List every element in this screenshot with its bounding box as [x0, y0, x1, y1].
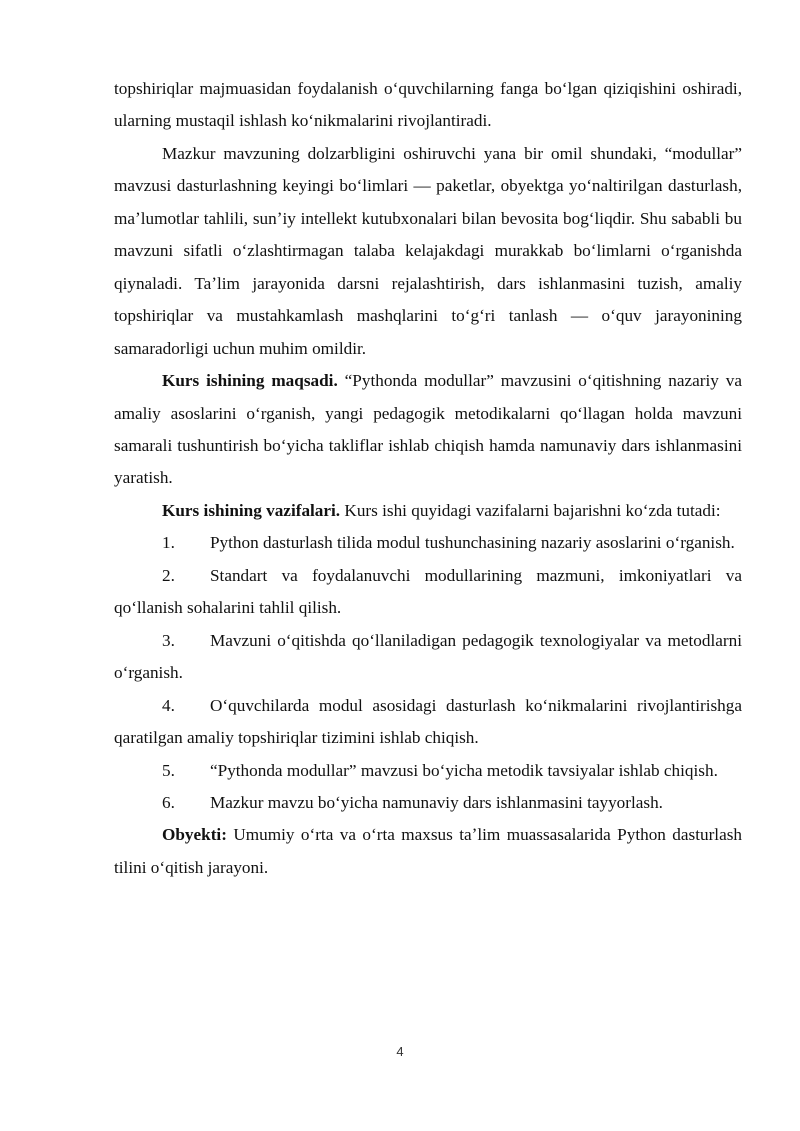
tasks-text: Kurs ishi quyidagi vazifalarni bajarishni koʻzda tutadi:: [340, 500, 721, 520]
paragraph-goal: [114, 365, 742, 495]
task-text: Mazkur mavzu boʻyicha namunaviy dars ishlanmasini tayyorlash.: [210, 792, 663, 812]
task-number: 5.: [162, 760, 175, 780]
task-item-2: [114, 560, 742, 625]
task-text: Oʻquvchilarda modul asosidagi dasturlash koʻnikmalarini rivojlantirishga qaratilgan amaliy topshiriqlar tizimini ishlab chiqish.: [114, 695, 742, 748]
tasks-heading: Kurs ishining vazifalari.: [162, 500, 341, 520]
task-text: “Pythonda modullar” mavzusi boʻyicha metodik tavsiyalar ishlab chiqish.: [210, 760, 718, 780]
task-item-3: [114, 625, 742, 690]
task-number: 2.: [162, 565, 175, 585]
paragraph-tasks: [114, 495, 742, 527]
goal-text: “Pythonda modullar” mavzusini oʻqitishning nazariy va amaliy asoslarini oʻrganish, yangi pedagogik metodikalarni qoʻllagan holda mavzuni samarali tushuntirish boʻyicha takliflar ishlab chiqish hamda namunaviy dars ishlanmasini yaratish.: [114, 371, 742, 488]
task-text: Mavzuni oʻqitishda qoʻllaniladigan pedagogik texnologiyalar va metodlarni oʻrganish.: [114, 630, 742, 683]
task-number: 6.: [162, 792, 175, 812]
task-number: 4.: [162, 695, 175, 715]
task-number: 3.: [162, 630, 175, 650]
goal-heading: Kurs ishining maqsadi.: [162, 371, 338, 391]
task-item-4: [114, 690, 742, 755]
paragraph-intro: topshiriqlar majmuasidan foydalanish oʻquvchilarning fanga boʻlgan qiziqishini oshiradi, ularning mustaqil ishlash koʻnikmalarini rivojlantiradi.: [114, 79, 742, 131]
object-heading: Obyekti:: [162, 825, 227, 845]
task-item-1: [114, 527, 742, 559]
task-item-5: [114, 755, 742, 787]
task-number: 1.: [162, 533, 175, 553]
task-text: Python dasturlash tilida modul tushunchasining nazariy asoslarini oʻrganish.: [210, 533, 735, 553]
task-item-6: [114, 787, 742, 819]
paragraph-object: [114, 819, 742, 884]
body-text: [114, 73, 742, 884]
page-number: 4: [396, 1044, 404, 1059]
task-text: Standart va foydalanuvchi modullarining mazmuni, imkoniyatlari va qoʻllanish sohalarini tahlil qilish.: [114, 565, 742, 618]
paragraph-relevance: Mazkur mavzuning dolzarbligini oshiruvchi yana bir omil shundaki, “modullar” mavzusi dasturlashning keyingi boʻlimlari — paketlar, obyektga yoʻnaltirilgan dasturlash, maʼlumotlar tahlili, sunʼiy intellekt kutubxonalari bilan bevosita bogʻliqdir. Shu sababli bu mavzuni sifatli oʻzlashtirmagan talaba kelajakdagi murakkab boʻlimlarni oʻrganishda qiynaladi. Taʼlim jarayonida darsni rejalashtirish, dars ishlanmasini tuzish, amaliy topshiriqlar va mustahkamlash mashqlarini toʻgʻri tanlash — oʻquv jarayonining samaradorligi uchun muhim omildir.: [114, 143, 742, 358]
object-text: Umumiy oʻrta va oʻrta maxsus taʼlim muassasalarida Python dasturlash tilini oʻqitish jarayoni.: [114, 825, 742, 877]
